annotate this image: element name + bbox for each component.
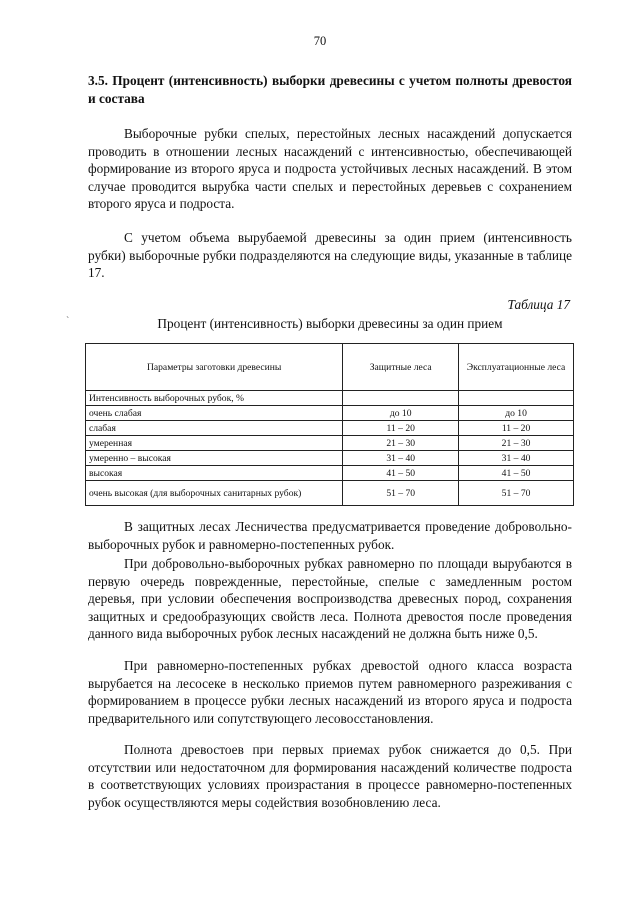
scan-mark: ` bbox=[66, 316, 70, 327]
row-label: высокая bbox=[86, 466, 343, 481]
operational-value: до 10 bbox=[459, 406, 574, 421]
paragraph: При равномерно-постепенных рубках древостой одного класса возраста вырубается на лесосеке в несколько приемов путем равномерного разреживания с формированием в процессе рубки лесных насаждений из второго яруса и подроста предварительного или сопутствующего лесовосстановления. bbox=[88, 658, 572, 726]
table-title: Процент (интенсивность) выборки древесины за один прием bbox=[157, 316, 503, 331]
table-cell bbox=[459, 391, 574, 406]
protective-value: 21 – 30 bbox=[343, 436, 459, 451]
table-row bbox=[86, 481, 574, 506]
paragraph: При добровольно-выборочных рубках равномерно по площади вырубаются в первую очередь поврежденные, перестойные, спелые с замедленным ростом деревья, при условии обеспечения воспроизводства древесных пород, сохранения защитных и средообразующих свойств леса. Полнота древостоя после проведения данного вида выборочных рубок лесных насаждений не должна быть ниже 0,5. bbox=[88, 556, 572, 642]
paragraph: Выборочные рубки спелых, перестойных лесных насаждений допускается проводить в отношении лесных насаждений с интенсивностью, обеспечивающей формирование из второго яруса и подроста устойчивых лесных насаждений. В этом случае проводится вырубка части спелых и перестойных деревьев с сохранением второго яруса и подроста. bbox=[88, 126, 572, 212]
operational-value: 41 – 50 bbox=[459, 466, 574, 481]
protective-value: 41 – 50 bbox=[343, 466, 459, 481]
row-label: умеренная bbox=[86, 436, 343, 451]
row-label: умеренно – высокая bbox=[86, 451, 343, 466]
table-row bbox=[86, 436, 574, 451]
row-label: очень высокая (для выборочных санитарных рубок) bbox=[86, 481, 343, 506]
operational-value: 11 – 20 bbox=[459, 421, 574, 436]
page-number: 70 bbox=[313, 34, 327, 48]
row-label: очень слабая bbox=[86, 406, 343, 421]
header-parameters: Параметры заготовки древесины bbox=[86, 344, 343, 391]
group-label: Интенсивность выборочных рубок, % bbox=[86, 391, 343, 406]
header-protective-forests: Защитные леса bbox=[343, 344, 459, 391]
header-operational-forests: Эксплуатационные леса bbox=[459, 344, 574, 391]
table-header-row bbox=[86, 344, 574, 391]
operational-value: 51 – 70 bbox=[459, 481, 574, 506]
protective-value: 11 – 20 bbox=[343, 421, 459, 436]
row-label: слабая bbox=[86, 421, 343, 436]
table-row bbox=[86, 406, 574, 421]
paragraph: В защитных лесах Лесничества предусматривается проведение добровольно-выборочных рубок и равномерно-постепенных рубок. bbox=[88, 519, 572, 552]
operational-value: 31 – 40 bbox=[459, 451, 574, 466]
table-row bbox=[86, 466, 574, 481]
section-title: 3.5. Процент (интенсивность) выборки древесины с учетом полноты древостоя и состава bbox=[88, 73, 572, 106]
table-cell bbox=[343, 391, 459, 406]
paragraph: Полнота древостоев при первых приемах рубок снижается до 0,5. При отсутствии или недостаточном для формирования насаждений количестве подроста в соответствующих условиях произрастания в процессе равномерно-постепенных рубок осуществляются меры содействия возобновлению леса. bbox=[88, 742, 572, 810]
intensity-table bbox=[85, 343, 574, 506]
protective-value: 31 – 40 bbox=[343, 451, 459, 466]
protective-value: 51 – 70 bbox=[343, 481, 459, 506]
table-caption: Таблица 17 bbox=[507, 297, 570, 312]
table-group-row bbox=[86, 391, 574, 406]
operational-value: 21 – 30 bbox=[459, 436, 574, 451]
protective-value: до 10 bbox=[343, 406, 459, 421]
table-row bbox=[86, 451, 574, 466]
table-row bbox=[86, 421, 574, 436]
paragraph: С учетом объема вырубаемой древесины за один прием (интенсивность рубки) выборочные рубки подразделяются на следующие виды, указанные в таблице 17. bbox=[88, 230, 572, 281]
